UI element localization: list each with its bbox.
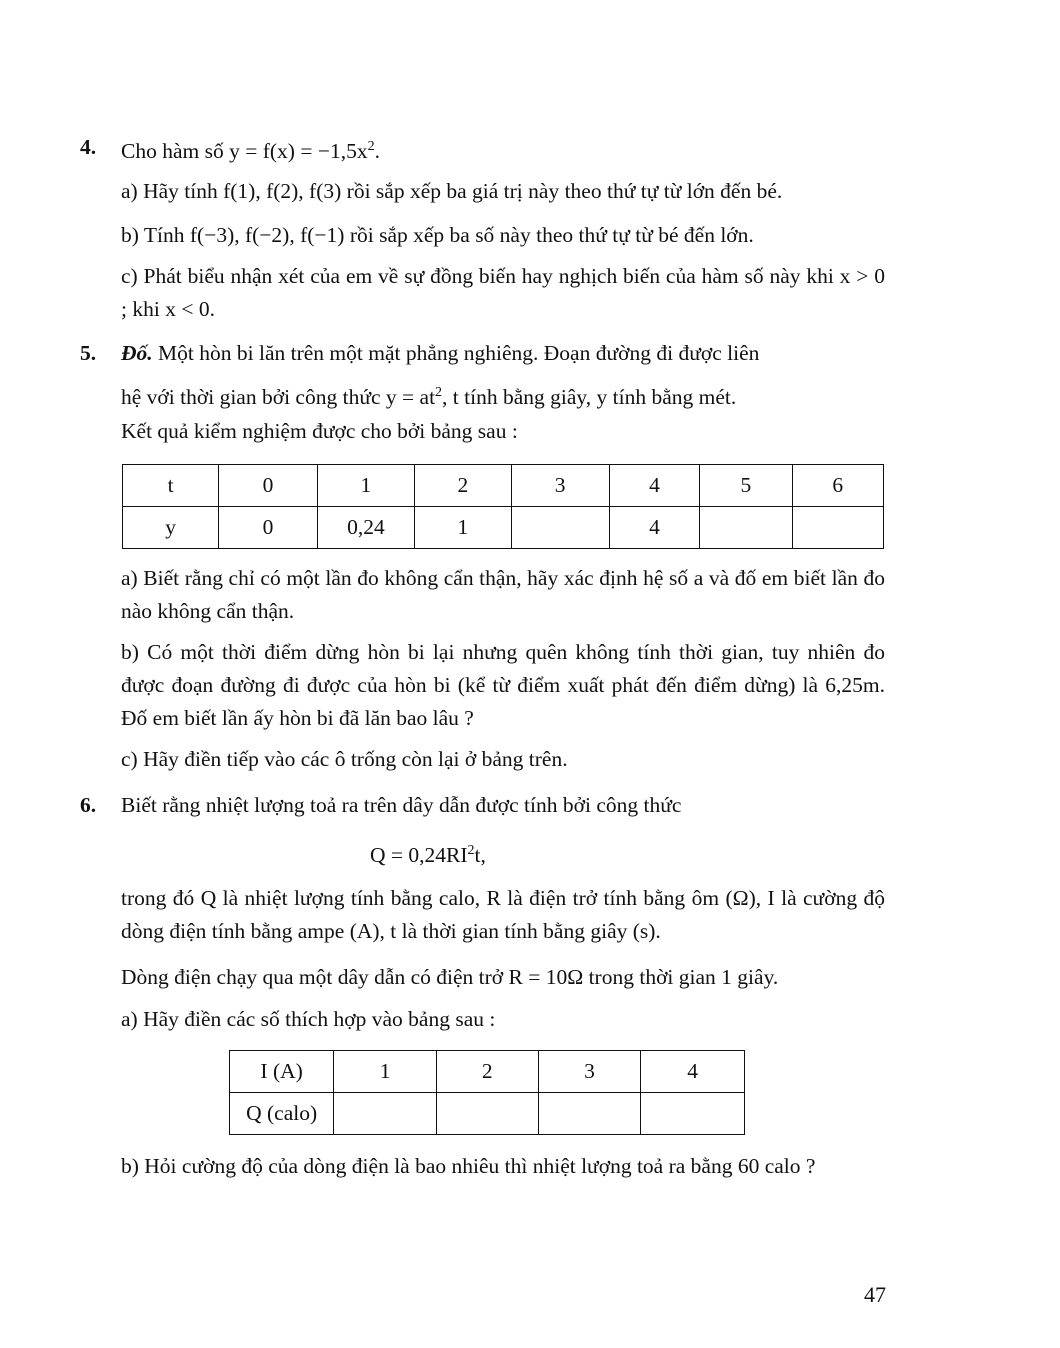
table-row-q — [230, 1093, 745, 1135]
table-cell: I (A) — [230, 1051, 334, 1093]
question-6-number: 6. — [80, 793, 97, 817]
table-cell: 3 — [511, 465, 609, 507]
table-cell: 1 — [334, 1051, 437, 1093]
table-cell: 5 — [700, 465, 792, 507]
table-cell: 0 — [219, 465, 317, 507]
question-6-current: Dòng điện chạy qua một dây dẫn có điện trở R = 10Ω trong thời gian 1 giây. — [121, 965, 779, 989]
question-4-number: 4. — [80, 135, 97, 159]
question-5-part-b: b) Có một thời điểm dừng hòn bi lại nhưng quên không tính thời gian, tuy nhiên đo được đoạn đường đi được của hòn bi (kể từ điểm xuất phát đến điểm dừng) là 6,25m. Đố em biết lần ấy hòn bi đã lăn bao lâu ? — [121, 640, 885, 730]
table-cell: 3 — [538, 1051, 641, 1093]
question-4-part-b: b) Tính f(−3), f(−2), f(−1) rồi sắp xếp ba số này theo thứ tự từ bé đến lớn. — [121, 223, 754, 247]
table-cell: 1 — [317, 465, 415, 507]
question-6-where: trong đó Q là nhiệt lượng tính bằng calo, R là điện trở tính bằng ôm (Ω), I là cường độ dòng điện tính bằng ampe (A), t là thời gian tính bằng giây (s). — [121, 886, 885, 943]
table-cell: Q (calo) — [230, 1093, 334, 1135]
table-row-t — [123, 465, 884, 507]
table-cell: 2 — [436, 1051, 538, 1093]
table-cell — [700, 507, 792, 549]
question-6-intro: Biết rằng nhiệt lượng toả ra trên dây dẫn được tính bởi công thức — [121, 793, 682, 817]
formula: $Q = 0,24RI^2t$, — [370, 843, 486, 868]
question-5-line-2: hệ với thời gian bởi công thức $y = at^2$, t tính bằng giây, y tính bằng mét. — [121, 385, 737, 410]
table-cell — [538, 1093, 641, 1135]
question-4-part-c: c) Phát biểu nhận xét của em về sự đồng biến hay nghịch biến của hàm số này khi x > 0 ; khi x < 0. — [121, 264, 885, 321]
question-6-part-b: b) Hỏi cường độ của dòng điện là bao nhiêu thì nhiệt lượng toả ra bằng 60 calo ? — [121, 1154, 816, 1178]
question-5-number: 5. — [80, 341, 97, 365]
table-cell: y — [123, 507, 219, 549]
table-cell: t — [123, 465, 219, 507]
question-5-line-1: Đố. Một hòn bi lăn trên một mặt phẳng nghiêng. Đoạn đường đi được liên — [121, 341, 760, 365]
table-cell: 4 — [641, 1051, 745, 1093]
table-row-i — [230, 1051, 745, 1093]
question-5-line-3: Kết quả kiểm nghiệm được cho bởi bảng sau : — [121, 419, 518, 443]
table-cell — [511, 507, 609, 549]
table-iq — [229, 1050, 745, 1135]
table-cell: 2 — [415, 465, 511, 507]
table-cell: 0,24 — [317, 507, 415, 549]
table-cell: 4 — [609, 507, 699, 549]
table-cell: 4 — [609, 465, 699, 507]
question-4-part-a: a) Hãy tính f(1), f(2), f(3) rồi sắp xếp ba giá trị này theo thứ tự từ lớn đến bé. — [121, 179, 783, 203]
table-row-y — [123, 507, 884, 549]
question-4-stem: Cho hàm số $y = f(x) = -1,5x^2$. — [121, 139, 380, 164]
table-cell: 6 — [792, 465, 883, 507]
table-cell: 1 — [415, 507, 511, 549]
table-cell — [641, 1093, 745, 1135]
table-cell: 0 — [219, 507, 317, 549]
table-cell — [436, 1093, 538, 1135]
question-6-part-a: a) Hãy điền các số thích hợp vào bảng sau : — [121, 1007, 496, 1031]
table-ty — [122, 464, 884, 549]
page-number: 47 — [864, 1282, 886, 1307]
table-cell — [334, 1093, 437, 1135]
question-5-part-a: a) Biết rằng chỉ có một lần đo không cẩn thận, hãy xác định hệ số a và đố em biết lần đo nào không cẩn thận. — [121, 566, 885, 623]
table-cell — [792, 507, 883, 549]
question-5-part-c: c) Hãy điền tiếp vào các ô trống còn lại ở bảng trên. — [121, 747, 568, 771]
